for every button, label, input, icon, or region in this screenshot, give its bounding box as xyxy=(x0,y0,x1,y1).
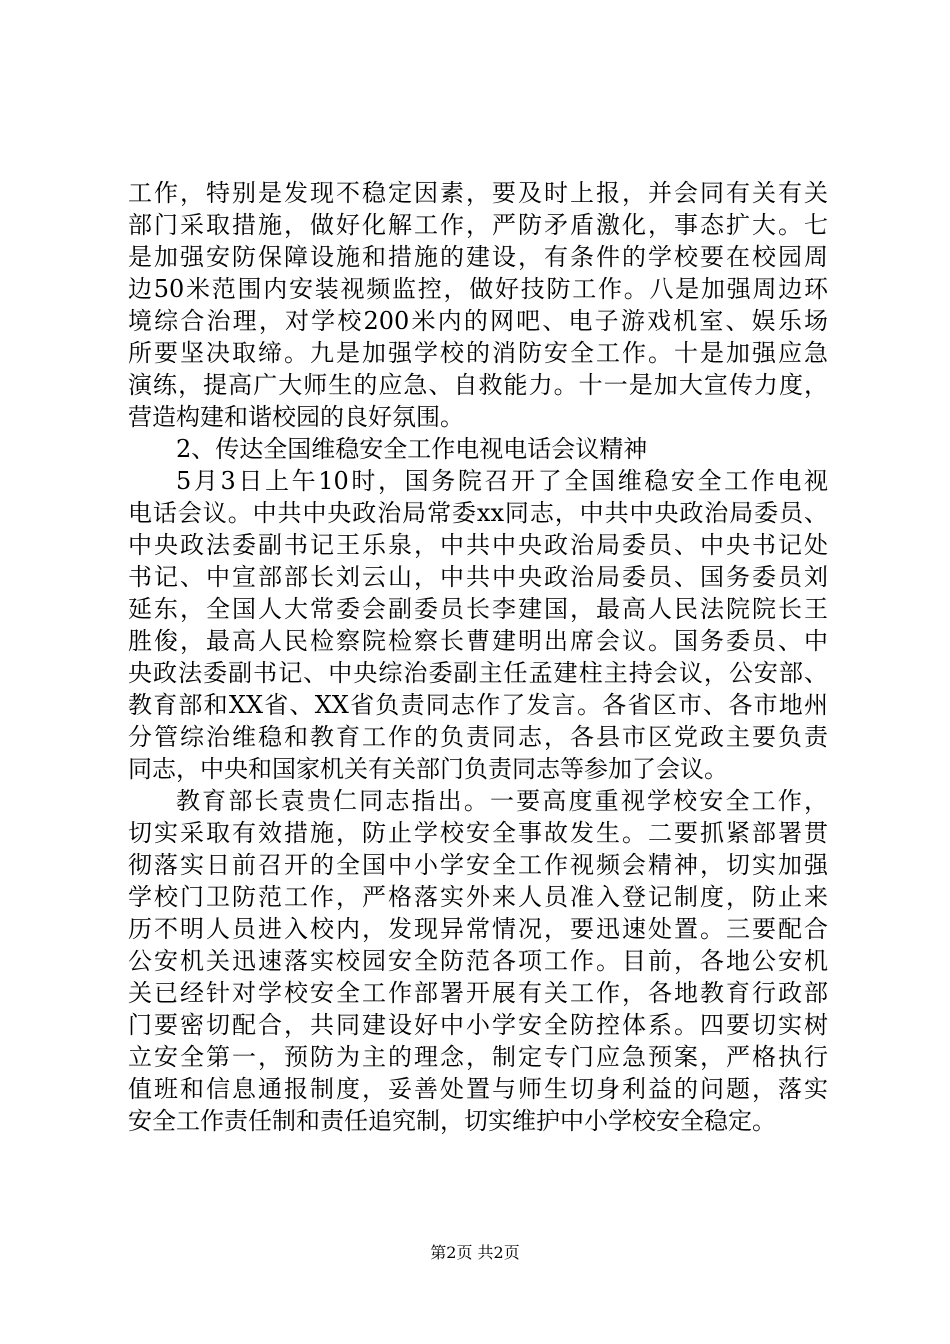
text-line: 电话会议。中共中央政治局常委xx同志，中共中央政治局委员、 xyxy=(128,499,828,527)
text-line: 中央政法委副书记王乐泉，中共中央政治局委员、中央书记处 xyxy=(128,531,828,559)
text-line: 演练，提高广大师生的应急、自救能力。十一是加大宣传力度， xyxy=(128,371,828,399)
text-line: 值班和信息通报制度，妥善处置与师生切身利益的问题，落实 xyxy=(128,1075,828,1103)
document-body xyxy=(128,177,828,1137)
text-line: 胜俊，最高人民检察院检察长曹建明出席会议。国务委员、中 xyxy=(128,627,828,655)
page-footer: 第2页 共2页 xyxy=(430,1243,520,1262)
text-line: 境综合治理，对学校200米内的网吧、电子游戏机室、娱乐场 xyxy=(128,307,828,335)
text-line: 公安机关迅速落实校园安全防范各项工作。目前，各地公安机 xyxy=(128,947,828,975)
text-line: 工作，特别是发现不稳定因素，要及时上报，并会同有关有关 xyxy=(128,179,828,207)
text-line: 门要密切配合，共同建设好中小学安全防控体系。四要切实树 xyxy=(128,1011,828,1039)
text-line: 切实采取有效措施，防止学校安全事故发生。二要抓紧部署贯 xyxy=(128,819,828,847)
text-line: 分管综治维稳和教育工作的负责同志，各县市区党政主要负责 xyxy=(128,723,828,751)
text-line: 边50米范围内安装视频监控，做好技防工作。八是加强周边环 xyxy=(128,275,828,303)
section-heading: 2、传达全国维稳安全工作电视电话会议精神 xyxy=(176,435,648,463)
text-line: 历不明人员进入校内，发现异常情况，要迅速处置。三要配合 xyxy=(128,915,828,943)
text-line: 5月3日上午10时，国务院召开了全国维稳安全工作电视 xyxy=(176,467,828,495)
text-line: 立安全第一，预防为主的理念，制定专门应急预案，严格执行 xyxy=(128,1043,828,1071)
text-line: 部门采取措施，做好化解工作，严防矛盾激化，事态扩大。七 xyxy=(128,211,828,239)
text-line: 所要坚决取缔。九是加强学校的消防安全工作。十是加强应急 xyxy=(128,339,828,367)
text-line: 学校门卫防范工作，严格落实外来人员准入登记制度，防止来 xyxy=(128,883,828,911)
text-line: 延东，全国人大常委会副委员长李建国，最高人民法院院长王 xyxy=(128,595,828,623)
text-line: 关已经针对学校安全工作部署开展有关工作，各地教育行政部 xyxy=(128,979,828,1007)
text-line: 书记、中宣部部长刘云山，中共中央政治局委员、国务委员刘 xyxy=(128,563,828,591)
text-line: 同志，中央和国家机关有关部门负责同志等参加了会议。 xyxy=(128,755,728,783)
text-line: 营造构建和谐校园的良好氛围。 xyxy=(128,403,464,431)
text-line: 央政法委副书记、中央综治委副主任孟建柱主持会议，公安部、 xyxy=(128,659,828,687)
text-line: 教育部长袁贵仁同志指出。一要高度重视学校安全工作， xyxy=(176,787,828,815)
text-line: 安全工作责任制和责任追究制，切实维护中小学校安全稳定。 xyxy=(128,1107,776,1135)
text-line: 彻落实日前召开的全国中小学安全工作视频会精神，切实加强 xyxy=(128,851,828,879)
text-line: 是加强安防保障设施和措施的建设，有条件的学校要在校园周 xyxy=(128,243,828,271)
text-line: 教育部和XX省、XX省负责同志作了发言。各省区市、各市地州 xyxy=(128,691,828,719)
